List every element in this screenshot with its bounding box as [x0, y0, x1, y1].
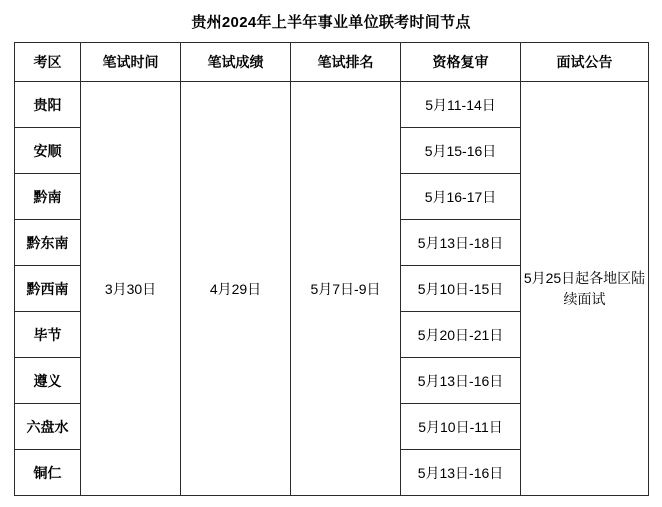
review-cell: 5月20日-21日 — [401, 312, 521, 358]
region-cell: 黔南 — [15, 174, 81, 220]
column-header-exam-time: 笔试时间 — [81, 43, 181, 82]
review-cell: 5月15-16日 — [401, 128, 521, 174]
review-cell: 5月13日-18日 — [401, 220, 521, 266]
score-time-cell: 4月29日 — [181, 82, 291, 496]
column-header-interview: 面试公告 — [521, 43, 649, 82]
review-cell: 5月16-17日 — [401, 174, 521, 220]
interview-notice-cell: 5月25日起各地区陆续面试 — [521, 82, 649, 496]
region-cell: 安顺 — [15, 128, 81, 174]
review-cell: 5月13日-16日 — [401, 358, 521, 404]
rank-time-cell: 5月7日-9日 — [291, 82, 401, 496]
region-cell: 黔东南 — [15, 220, 81, 266]
review-cell: 5月10日-15日 — [401, 266, 521, 312]
column-header-review: 资格复审 — [401, 43, 521, 82]
review-cell: 5月13日-16日 — [401, 450, 521, 496]
region-cell: 六盘水 — [15, 404, 81, 450]
region-cell: 毕节 — [15, 312, 81, 358]
exam-time-cell: 3月30日 — [81, 82, 181, 496]
region-cell: 黔西南 — [15, 266, 81, 312]
column-header-region: 考区 — [15, 43, 81, 82]
table-row — [15, 82, 649, 128]
region-cell: 贵阳 — [15, 82, 81, 128]
review-cell: 5月11-14日 — [401, 82, 521, 128]
table-header-row — [15, 43, 649, 82]
column-header-rank: 笔试排名 — [291, 43, 401, 82]
region-cell: 遵义 — [15, 358, 81, 404]
schedule-table — [14, 42, 649, 496]
column-header-score: 笔试成绩 — [181, 43, 291, 82]
region-cell: 铜仁 — [15, 450, 81, 496]
review-cell: 5月10日-11日 — [401, 404, 521, 450]
page-title: 贵州2024年上半年事业单位联考时间节点 — [191, 13, 471, 31]
